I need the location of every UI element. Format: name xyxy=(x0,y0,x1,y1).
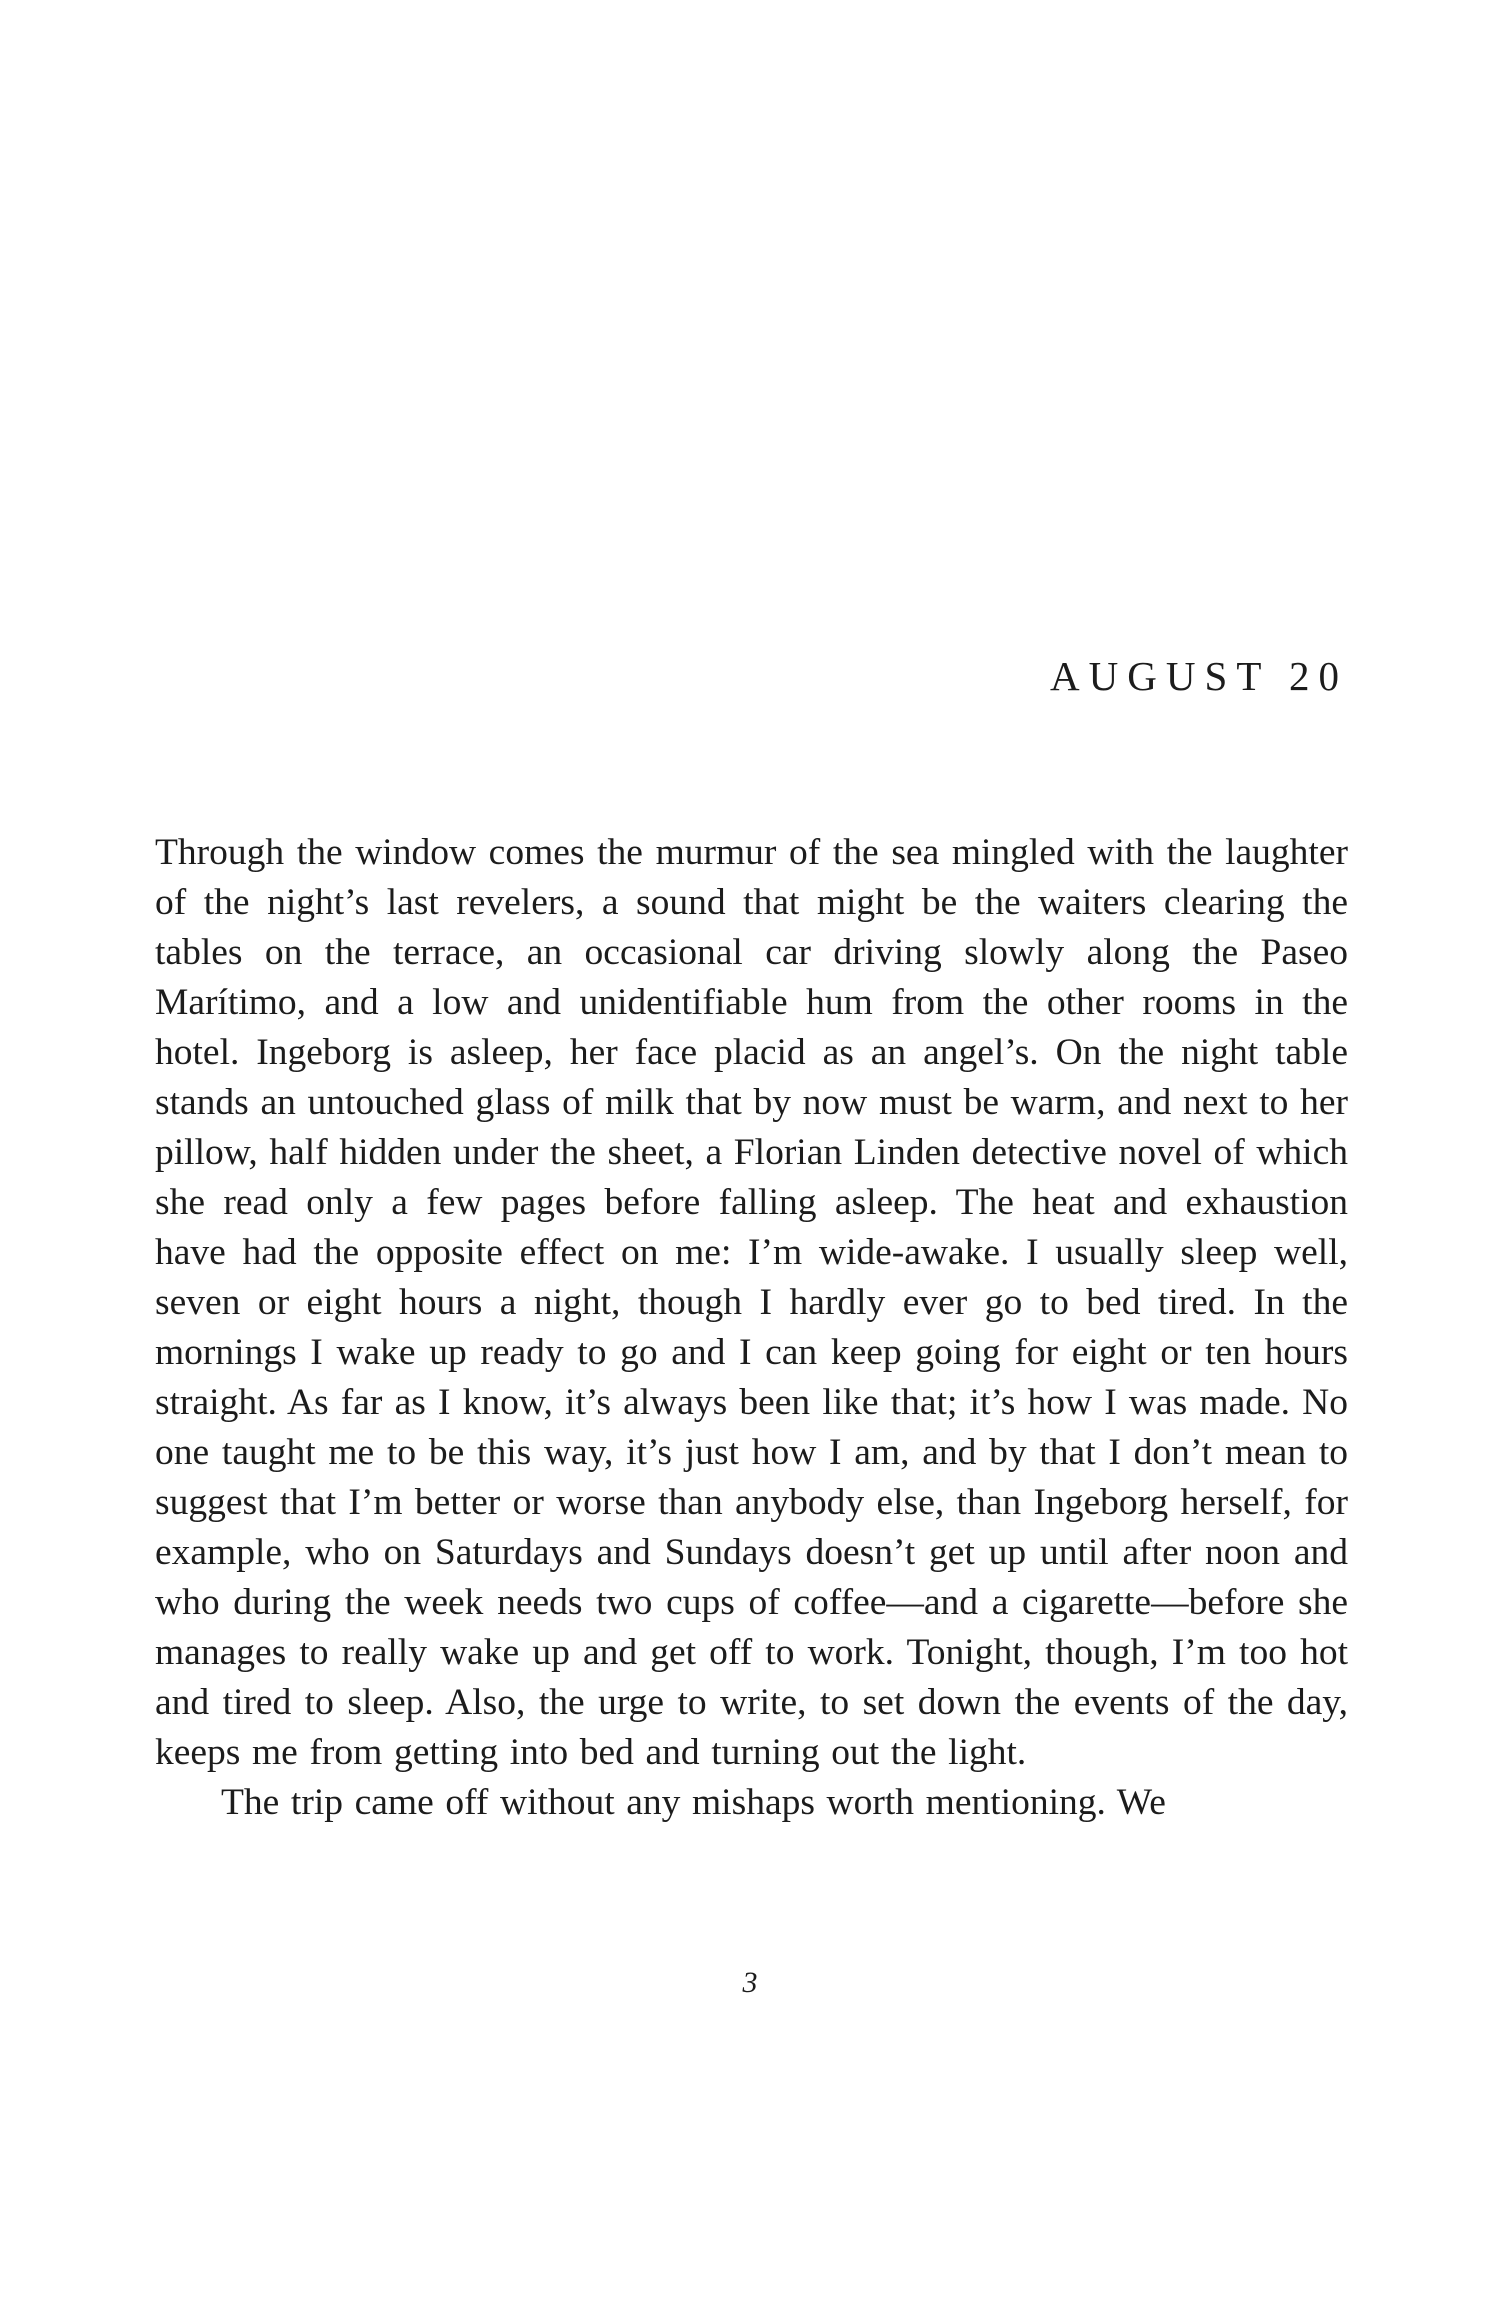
chapter-heading: AUGUST 20 xyxy=(1050,653,1348,699)
body-paragraph: Through the window comes the murmur of the sea mingled with the laughter of the night’s last revelers, a sound that might be the waiters clearing the tables on the terrace, an occasional car driving slowly along the Paseo Marítimo, and a low and unidentifiable hum from the other rooms in the hotel. Ingeborg is asleep, her face placid as an angel’s. On the night table stands an untouched glass of milk that by now must be warm, and next to her pillow, half hidden under the sheet, a Florian Linden detective novel of which she read only a few pages before falling asleep. The heat and exhaustion have had the opposite effect on me: I’m wide-awake. I usually sleep well, seven or eight hours a night, though I hardly ever go to bed tired. In the mornings I wake up ready to go and I can keep going for eight or ten hours straight. As far as I know, it’s always been like that; it’s how I was made. No one taught me to be this way, it’s just how I am, and by that I don’t mean to suggest that I’m better or worse than anybody else, than Ingeborg herself, for example, who on Saturdays and Sundays doesn’t get up until after noon and who during the week needs two cups of coffee—and a cigarette—before she manages to really wake up and get off to work. Tonight, though, I’m too hot and tired to sleep. Also, the urge to write, to set down the events of the day, keeps me from getting into bed and turning out the light. xyxy=(155,832,1348,1773)
body-text xyxy=(155,828,1348,1828)
body-paragraph: The trip came off without any mishaps worth mentioning. We xyxy=(221,1782,1166,1823)
page-number: 3 xyxy=(742,1966,758,1999)
